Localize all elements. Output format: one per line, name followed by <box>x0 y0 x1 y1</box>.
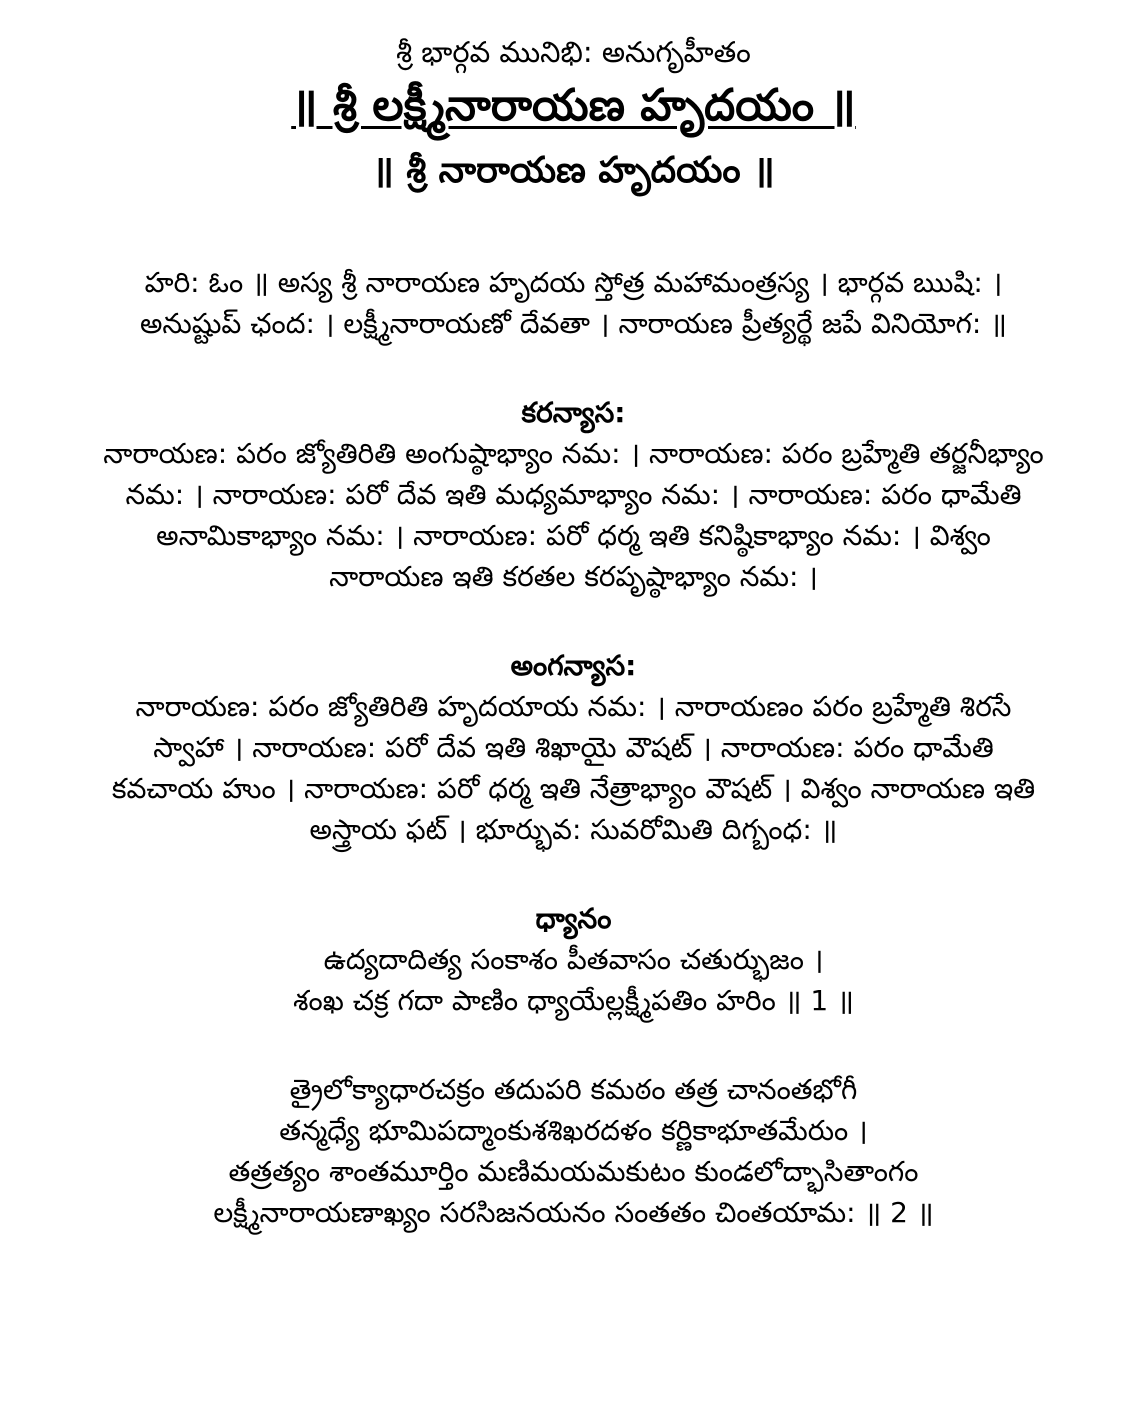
anganyasa-section <box>40 645 1107 850</box>
verse-2-line: త్రైలోక్యాధారచక్రం తదుపరి కమఠం తత్ర చానంతభోగీ <box>289 1073 858 1106</box>
anganyasa-line: నారాయణ: పరం జ్యోతిరితి హృదయాయ నమ: । నారాయణం పరం బ్రహ్మేతి శిరసే <box>135 690 1012 723</box>
intro-line: అనుష్టుప్ ఛంద: । లక్ష్మీనారాయణో దేవతా । నారాయణ ప్రీత్యర్థే జపే వినియోగ: ॥ <box>140 307 1007 340</box>
karanyasa-heading: కరన్యాస: <box>521 396 626 429</box>
karanyasa-section <box>40 392 1107 597</box>
karanyasa-line: అనామికాభ్యాం నమ: । నారాయణ: పరో ధర్మ ఇతి కనిష్ఠికాభ్యాం నమ: । విశ్వం <box>156 519 991 552</box>
karanyasa-line: నమ: । నారాయణ: పరో దేవ ఇతి మధ్యమాభ్యాం నమ: । నారాయణ: పరం ధామేతి <box>125 478 1022 511</box>
spacer <box>40 200 1107 262</box>
verse-2-line: లక్ష్మీనారాయణాఖ్యం సరసిజనయనం సంతతం చింతయామ: ॥ 2 ॥ <box>213 1196 934 1229</box>
attribution-line: శ్రీ భార్గవ మునిభి: అనుగృహీతం <box>396 35 751 69</box>
verse-2-line: తన్మధ్యే భూమిపద్మాంకుశశిఖరదళం కర్ణికాభూతమేరుం । <box>279 1114 868 1147</box>
dhyanam-heading: ధ్యానం <box>535 902 612 935</box>
karanyasa-line: నారాయణ: పరం జ్యోతిరితి అంగుష్ఠాభ్యాం నమ: । నారాయణ: పరం బ్రహ్మేతి తర్జనీభ్యాం <box>103 437 1044 470</box>
verse-2-line: తత్రత్యం శాంతమూర్తిం మణిమయమకుటం కుండలోద్భాసితాంగం <box>228 1155 919 1188</box>
page-title: ॥ శ్రీ లక్ష్మీనారాయణ హృదయం ॥ <box>291 80 856 131</box>
anganyasa-line: కవచాయ హుం । నారాయణ: పరో ధర్మ ఇతి నేత్రాభ్యాం వౌషట్ । విశ్వం నారాయణ ఇతి <box>111 772 1036 805</box>
intro-block <box>40 262 1107 344</box>
anganyasa-line: స్వాహా । నారాయణ: పరో దేవ ఇతి శిఖాయై వౌషట్ । నారాయణ: పరం ధామేతి <box>153 731 994 764</box>
page-subtitle: ॥ శ్రీ నారాయణ హృదయం ॥ <box>372 150 775 191</box>
anganyasa-line: అస్త్రాయ ఫట్ । భూర్భువ: సువరోమితి దిగ్బంధ: ॥ <box>309 813 838 846</box>
dhyanam-line: శంఖ చక్ర గదా పాణిం ధ్యాయేల్లక్ష్మీపతిం హరిం ॥ 1 ॥ <box>293 984 854 1017</box>
verse-2-section <box>40 1069 1107 1233</box>
dhyanam-line: ఉద్యదాదిత్య సంకాశం పీతవాసం చతుర్భుజం । <box>323 943 824 976</box>
intro-line: హరి: ఓం ॥ అస్య శ్రీ నారాయణ హృదయ స్తోత్ర మహామంత్రస్య । భార్గవ ఋషి: । <box>144 266 1003 299</box>
dhyanam-section <box>40 898 1107 1021</box>
karanyasa-line: నారాయణ ఇతి కరతల కరపృష్ఠాభ్యాం నమ: । <box>329 560 818 593</box>
spacer <box>40 850 1107 898</box>
spacer <box>40 1021 1107 1069</box>
anganyasa-heading: అంగన్యాస: <box>510 649 637 682</box>
spacer <box>40 344 1107 392</box>
spacer <box>40 597 1107 645</box>
